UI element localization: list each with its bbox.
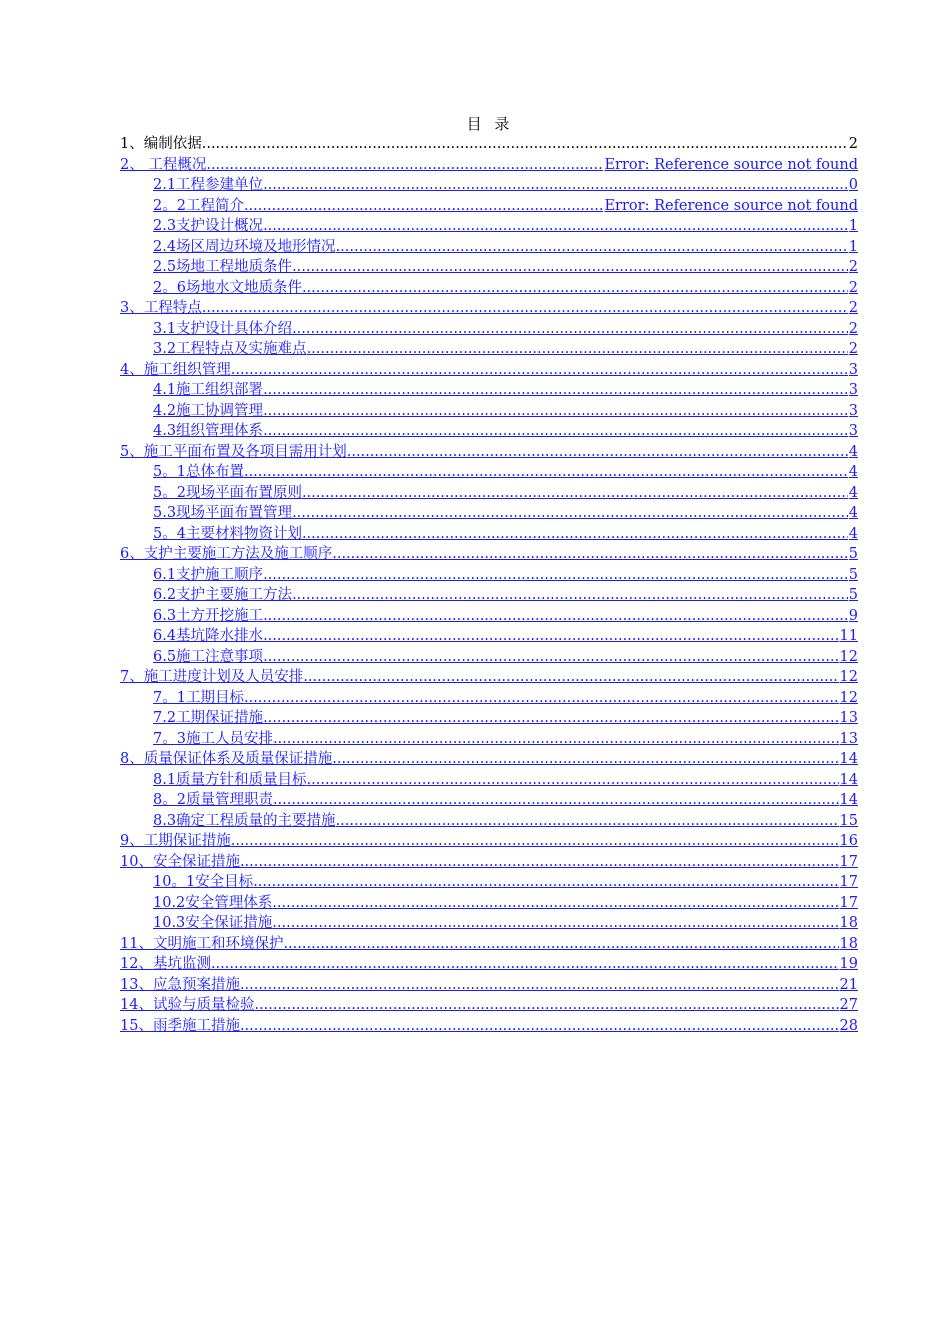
toc-entry-title: 10.3安全保证措施 <box>153 915 273 931</box>
toc-entry-title: 10。1安全目标 <box>153 874 254 890</box>
toc-entry[interactable] <box>120 852 858 873</box>
toc-dot-leader <box>292 503 848 524</box>
toc-entry-title: 11、文明施工和环境保护 <box>120 935 284 952</box>
toc-entry-title: 6、支护主要施工方法及施工顺序 <box>120 546 333 562</box>
toc-entry[interactable] <box>120 196 858 217</box>
toc-entry-title: 2。6场地水文地质条件 <box>153 279 302 296</box>
toc-entry[interactable] <box>120 934 858 955</box>
toc-entry[interactable] <box>120 216 858 237</box>
toc-entry[interactable] <box>120 483 858 504</box>
toc-entry-title: 1、编制依据 <box>120 136 202 152</box>
table-of-contents <box>120 134 858 1036</box>
toc-dot-leader <box>202 134 848 155</box>
toc-dot-leader <box>263 606 848 627</box>
toc-dot-leader <box>273 790 839 811</box>
toc-dot-leader <box>263 647 838 668</box>
toc-dot-leader <box>273 729 839 750</box>
toc-dot-leader <box>302 524 848 545</box>
toc-entry-page-number: 4 <box>848 443 858 460</box>
toc-dot-leader <box>253 872 838 893</box>
toc-entry-title: 3.1支护设计具体介绍 <box>153 320 293 337</box>
toc-entry-page-number: 17 <box>839 874 858 890</box>
toc-entry-page-number: 2 <box>848 300 858 316</box>
toc-dot-leader <box>206 155 603 176</box>
toc-entry-page-number: 3 <box>848 402 858 419</box>
toc-entry-title: 2.4场区周边环境及地形情况 <box>153 238 336 255</box>
toc-entry[interactable] <box>120 339 858 360</box>
toc-entry-page-number: 0 <box>848 177 858 193</box>
toc-entry-page-number: 14 <box>839 792 858 808</box>
toc-entry[interactable] <box>120 462 858 483</box>
toc-dot-leader <box>231 831 839 852</box>
toc-entry[interactable] <box>120 647 858 668</box>
toc-entry[interactable] <box>120 831 858 852</box>
toc-entry-page-number: 5 <box>848 566 858 583</box>
toc-dot-leader <box>202 298 848 319</box>
toc-entry-title: 2、 工程概况 <box>120 156 207 173</box>
toc-dot-leader <box>302 278 848 299</box>
toc-dot-leader <box>240 1016 839 1037</box>
toc-entry-page-number: 15 <box>839 812 858 829</box>
toc-dot-leader <box>302 483 848 504</box>
toc-dot-leader <box>347 442 848 463</box>
toc-entry[interactable] <box>120 1016 858 1037</box>
toc-entry-title: 15、雨季施工措施 <box>120 1017 240 1034</box>
toc-entry-title: 10、安全保证措施 <box>120 853 240 870</box>
toc-entry-page-number: 5 <box>848 546 858 562</box>
toc-entry[interactable] <box>120 503 858 524</box>
toc-entry-title: 7。3施工人员安排 <box>153 730 273 747</box>
toc-entry-page-number: 4 <box>848 525 858 542</box>
toc-entry-page-number: 17 <box>839 853 858 870</box>
toc-dot-leader <box>263 380 848 401</box>
toc-entry[interactable] <box>120 175 858 196</box>
toc-dot-leader <box>263 401 848 422</box>
toc-entry-page-number: 2 <box>848 259 858 275</box>
toc-dot-leader <box>292 585 848 606</box>
toc-dot-leader <box>292 319 848 340</box>
toc-entry[interactable] <box>120 360 858 381</box>
toc-entry[interactable] <box>120 688 858 709</box>
toc-entry-title: 13、应急预案措施 <box>120 976 240 993</box>
toc-dot-leader <box>263 565 848 586</box>
toc-entry-page-number: 4 <box>848 484 858 501</box>
toc-entry-page-number: 2 <box>848 279 858 296</box>
toc-entry[interactable] <box>120 913 858 934</box>
toc-entry-page-number: 3 <box>848 361 858 378</box>
toc-entry-page-number: 3 <box>848 382 858 398</box>
toc-entry-page-number: 4 <box>848 464 858 480</box>
toc-entry-page-number: 21 <box>839 976 858 993</box>
toc-entry[interactable] <box>120 278 858 299</box>
toc-entry-page-number: 2 <box>848 136 858 152</box>
toc-title: 目 录 <box>466 115 514 133</box>
toc-entry[interactable] <box>120 298 858 319</box>
toc-entry-title: 3.2工程特点及实施难点 <box>153 341 307 357</box>
toc-dot-leader <box>211 954 839 975</box>
toc-entry[interactable] <box>120 770 858 791</box>
toc-entry-page-number: 18 <box>839 915 858 931</box>
toc-entry-page-number: 17 <box>839 894 858 911</box>
toc-entry[interactable] <box>120 975 858 996</box>
toc-entry-title: 6.1支护施工顺序 <box>153 566 264 583</box>
toc-entry-title: 5。1总体布置 <box>153 464 244 480</box>
toc-entry-page-number: 1 <box>848 238 858 255</box>
toc-entry-page-number: 13 <box>839 730 858 747</box>
toc-entry[interactable] <box>120 954 858 975</box>
toc-entry[interactable] <box>120 811 858 832</box>
toc-entry-page-number: 28 <box>839 1017 858 1034</box>
toc-entry[interactable] <box>120 401 858 422</box>
toc-entry-title: 9、工期保证措施 <box>120 833 231 849</box>
toc-entry-title: 8.3确定工程质量的主要措施 <box>153 812 336 829</box>
toc-entry-title: 10.2安全管理体系 <box>153 894 273 911</box>
toc-entry[interactable] <box>120 667 858 688</box>
toc-dot-leader <box>263 216 848 237</box>
toc-entry-title: 7、施工进度计划及人员安排 <box>120 669 304 685</box>
toc-entry[interactable] <box>120 708 858 729</box>
toc-entry[interactable] <box>120 155 858 176</box>
toc-dot-leader <box>336 811 839 832</box>
toc-entry-title: 12、基坑监测 <box>120 956 211 972</box>
toc-entry-page-number: 2 <box>848 341 858 357</box>
toc-entry[interactable] <box>120 585 858 606</box>
toc-entry-page-number: 1 <box>848 218 858 234</box>
toc-entry[interactable] <box>120 893 858 914</box>
toc-entry-page-number: 27 <box>839 997 858 1013</box>
toc-entry-title: 2.3支护设计概况 <box>153 218 264 234</box>
toc-entry-title: 2.5场地工程地质条件 <box>153 259 293 275</box>
toc-entry-page-number: Error: Reference source not found <box>604 156 858 173</box>
toc-entry-title: 6.5施工注意事项 <box>153 648 264 665</box>
toc-entry-page-number: 13 <box>839 710 858 726</box>
toc-entry-page-number: 9 <box>848 607 858 624</box>
toc-dot-leader <box>244 196 604 217</box>
toc-entry-title: 8.1质量方针和质量目标 <box>153 771 307 788</box>
toc-dot-leader <box>263 626 838 647</box>
toc-dot-leader <box>231 360 848 381</box>
toc-entry-title: 5。2现场平面布置原则 <box>153 484 302 501</box>
toc-dot-leader <box>244 688 839 709</box>
toc-entry-title: 14、试验与质量检验 <box>120 997 255 1013</box>
toc-dot-leader <box>332 544 848 565</box>
toc-entry[interactable] <box>120 237 858 258</box>
toc-entry-title: 5。4主要材料物资计划 <box>153 525 302 542</box>
toc-entry-page-number: 14 <box>839 771 858 788</box>
toc-dot-leader <box>263 421 848 442</box>
toc-dot-leader <box>240 975 839 996</box>
toc-entry-title: 4.1施工组织部署 <box>153 382 264 398</box>
toc-entry-title: 6.2支护主要施工方法 <box>153 587 293 603</box>
toc-entry-title: 7.2工期保证措施 <box>153 710 264 726</box>
toc-entry-title: 5.3现场平面布置管理 <box>153 505 293 521</box>
toc-entry-page-number: 4 <box>848 505 858 521</box>
toc-entry <box>120 134 858 155</box>
toc-entry-title: 8。2质量管理职责 <box>153 792 273 808</box>
toc-entry-title: 2。2工程简介 <box>153 197 244 214</box>
toc-entry-page-number: 3 <box>848 423 858 439</box>
toc-entry-page-number: 14 <box>839 751 858 767</box>
toc-entry[interactable] <box>120 565 858 586</box>
toc-dot-leader <box>263 175 848 196</box>
toc-entry-page-number: Error: Reference source not found <box>604 197 858 214</box>
toc-entry[interactable] <box>120 606 858 627</box>
toc-dot-leader <box>272 913 838 934</box>
toc-entry-title: 3、工程特点 <box>120 300 202 316</box>
toc-entry[interactable] <box>120 544 858 565</box>
toc-dot-leader <box>244 462 848 483</box>
toc-entry-title: 6.4基坑降水排水 <box>153 628 264 644</box>
toc-entry[interactable] <box>120 729 858 750</box>
toc-entry[interactable] <box>120 749 858 770</box>
toc-entry[interactable] <box>120 421 858 442</box>
toc-entry-title: 4、施工组织管理 <box>120 361 231 378</box>
toc-entry[interactable] <box>120 319 858 340</box>
toc-dot-leader <box>283 934 838 955</box>
toc-dot-leader <box>272 893 838 914</box>
toc-dot-leader <box>240 852 839 873</box>
toc-entry-title: 6.3土方开挖施工 <box>153 607 264 624</box>
toc-dot-leader <box>263 708 838 729</box>
toc-entry[interactable] <box>120 442 858 463</box>
toc-entry-page-number: 11 <box>839 628 858 644</box>
toc-entry-page-number: 2 <box>848 320 858 337</box>
toc-entry[interactable] <box>120 257 858 278</box>
toc-entry-page-number: 19 <box>839 956 858 972</box>
toc-entry-title: 5、施工平面布置及各项目需用计划 <box>120 443 347 460</box>
toc-dot-leader <box>336 237 848 258</box>
toc-entry[interactable] <box>120 380 858 401</box>
toc-entry-page-number: 12 <box>839 669 858 685</box>
toc-entry-title: 7。1工期目标 <box>153 689 244 706</box>
toc-entry[interactable] <box>120 790 858 811</box>
toc-dot-leader <box>303 667 838 688</box>
toc-entry[interactable] <box>120 626 858 647</box>
toc-entry-page-number: 16 <box>839 833 858 849</box>
toc-entry-page-number: 5 <box>848 587 858 603</box>
toc-entry[interactable] <box>120 995 858 1016</box>
toc-entry-page-number: 12 <box>839 689 858 706</box>
toc-dot-leader <box>332 749 838 770</box>
toc-entry-title: 4.2施工协调管理 <box>153 402 264 419</box>
toc-entry-title: 8、质量保证体系及质量保证措施 <box>120 751 333 767</box>
toc-entry-title: 4.3组织管理体系 <box>153 423 264 439</box>
toc-entry-title: 2.1工程参建单位 <box>153 177 264 193</box>
toc-dot-leader <box>254 995 838 1016</box>
toc-entry-page-number: 12 <box>839 648 858 665</box>
toc-entry-page-number: 18 <box>839 935 858 952</box>
toc-entry[interactable] <box>120 524 858 545</box>
toc-dot-leader <box>307 339 848 360</box>
toc-dot-leader <box>292 257 848 278</box>
toc-dot-leader <box>307 770 839 791</box>
toc-entry[interactable] <box>120 872 858 893</box>
